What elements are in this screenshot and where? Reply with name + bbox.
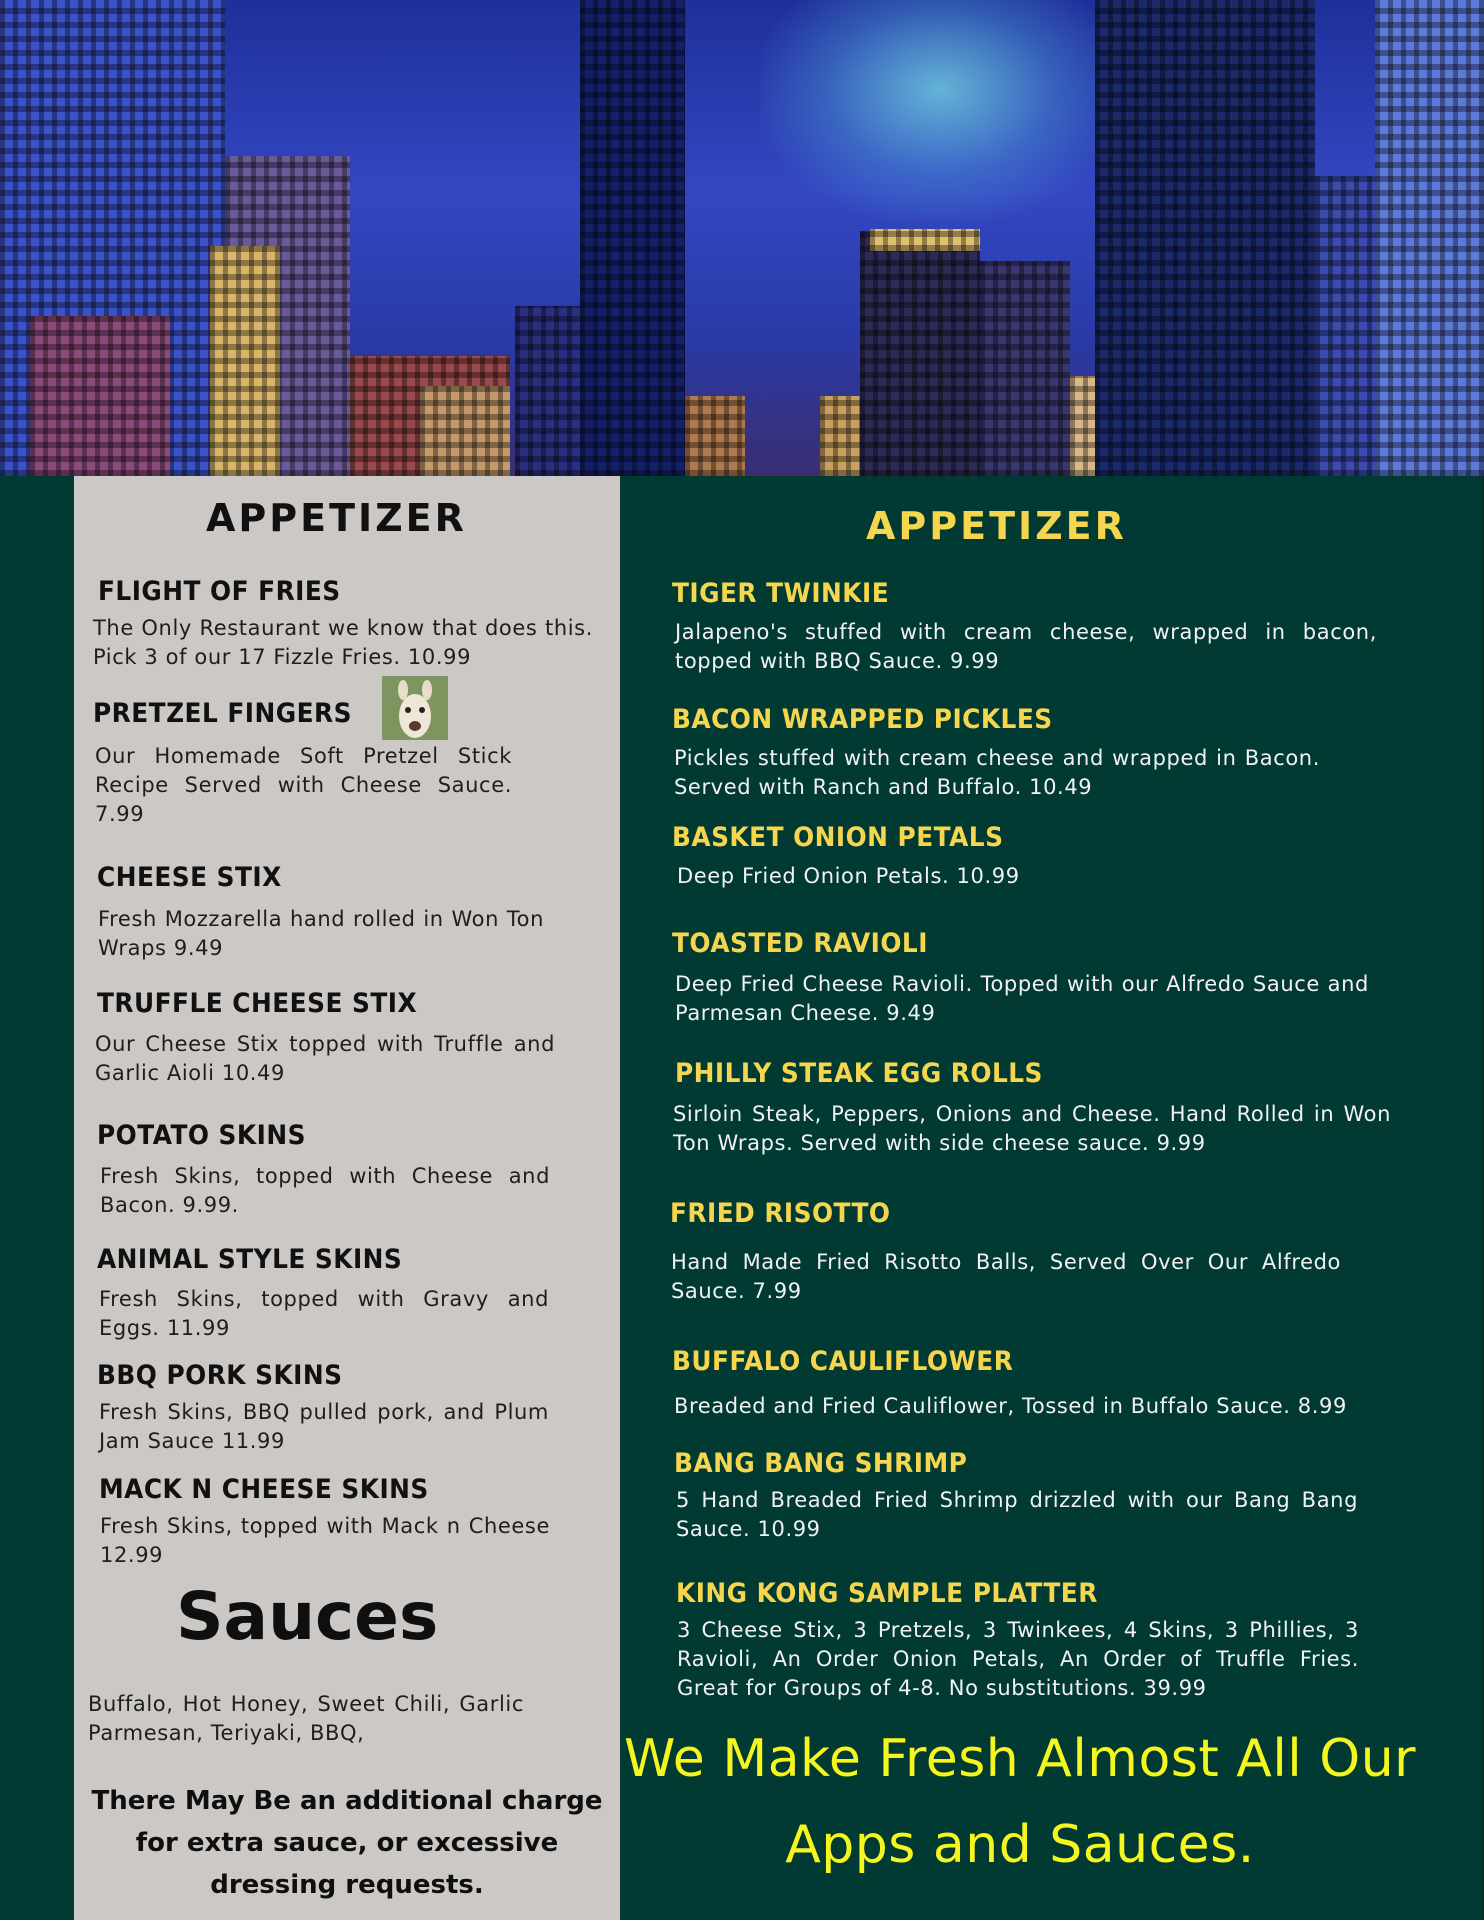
menu-item-desc: Hand Made Fried Risotto Balls, Served Over Our Alfredo Sauce. 7.99: [671, 1250, 1341, 1303]
right-section-title: APPETIZER: [866, 504, 1127, 548]
menu-item-name: MACK N CHEESE SKINS: [99, 1474, 429, 1505]
menu-item-name: FLIGHT OF FRIES: [98, 576, 341, 607]
menu-item-name: BANG BANG SHRIMP: [674, 1448, 968, 1479]
menu-item-name: BACON WRAPPED PICKLES: [672, 704, 1053, 735]
left-section-title: APPETIZER: [206, 496, 467, 540]
menu-item-name: TOASTED RAVIOLI: [672, 928, 928, 959]
menu-item-desc: Deep Fried Cheese Ravioli. Topped with our Alfredo Sauce and Parmesan Cheese. 9.49: [675, 972, 1369, 1025]
menu-item-name: BBQ PORK SKINS: [97, 1360, 343, 1391]
extra-charge-note: There May Be an additional charge for extra sauce, or excessive dressing requests.: [91, 1786, 603, 1900]
menu-item-desc: Fresh Skins, topped with Cheese and Bacon. 9.99.: [100, 1164, 550, 1217]
sauces-list: Buffalo, Hot Honey, Sweet Chili, Garlic Parmesan, Teriyaki, BBQ,: [88, 1692, 524, 1745]
menu-item-desc: Deep Fried Onion Petals. 10.99: [677, 864, 1020, 888]
menu-item-desc: Fresh Skins, topped with Mack n Cheese 12.99: [100, 1514, 550, 1567]
llama-photo: [382, 676, 448, 740]
city-skyline-image: [0, 0, 1484, 476]
menu-item-name: BUFFALO CAULIFLOWER: [672, 1346, 1014, 1377]
menu-item-desc: 5 Hand Breaded Fried Shrimp drizzled with our Bang Bang Sauce. 10.99: [676, 1488, 1358, 1541]
sauces-title: Sauces: [176, 1578, 439, 1655]
menu-item-name: KING KONG SAMPLE PLATTER: [676, 1578, 1098, 1609]
menu-item-desc: Our Cheese Stix topped with Truffle and Garlic Aioli 10.49: [95, 1032, 555, 1085]
menu-item-name: CHEESE STIX: [97, 862, 282, 893]
menu-item-desc: Fresh Skins, topped with Gravy and Eggs. 11.99: [99, 1287, 549, 1340]
menu-item-desc: Fresh Mozzarella hand rolled in Won Ton Wraps 9.49: [98, 907, 544, 960]
slogan: We Make Fresh Almost All Our Apps and Sauces.: [623, 1729, 1417, 1875]
menu-item-desc: Our Homemade Soft Pretzel Stick Recipe Served with Cheese Sauce. 7.99: [95, 744, 512, 826]
menu-item-desc: Jalapeno's stuffed with cream cheese, wrapped in bacon, topped with BBQ Sauce. 9.99: [675, 620, 1377, 673]
menu-item-desc: Pickles stuffed with cream cheese and wrapped in Bacon. Served with Ranch and Buffalo. 10.49: [674, 746, 1320, 799]
menu-item-name: PRETZEL FINGERS: [93, 698, 352, 729]
menu-item-name: POTATO SKINS: [97, 1120, 306, 1151]
menu-item-name: ANIMAL STYLE SKINS: [97, 1244, 403, 1275]
menu-item-name: BASKET ONION PETALS: [672, 822, 1004, 853]
menu-item-name: FRIED RISOTTO: [670, 1198, 891, 1229]
menu-item-name: PHILLY STEAK EGG ROLLS: [675, 1058, 1043, 1089]
menu-item-desc: Fresh Skins, BBQ pulled pork, and Plum Jam Sauce 11.99: [99, 1400, 549, 1453]
menu-item-desc: The Only Restaurant we know that does this. Pick 3 of our 17 Fizzle Fries. 10.99: [93, 616, 593, 669]
menu-item-desc: 3 Cheese Stix, 3 Pretzels, 3 Twinkees, 4 Skins, 3 Phillies, 3 Ravioli, An Order Onion Petals, An Order of Truffle Fries. Great for Groups of 4-8. No substitutions. 39.99: [677, 1618, 1359, 1700]
menu-item-desc: Sirloin Steak, Peppers, Onions and Cheese. Hand Rolled in Won Ton Wraps. Served with side cheese sauce. 9.99: [673, 1102, 1391, 1155]
menu-item-name: TIGER TWINKIE: [672, 578, 890, 609]
menu-item-desc: Breaded and Fried Cauliflower, Tossed in Buffalo Sauce. 8.99: [674, 1394, 1347, 1418]
menu-item-name: TRUFFLE CHEESE STIX: [97, 988, 418, 1019]
